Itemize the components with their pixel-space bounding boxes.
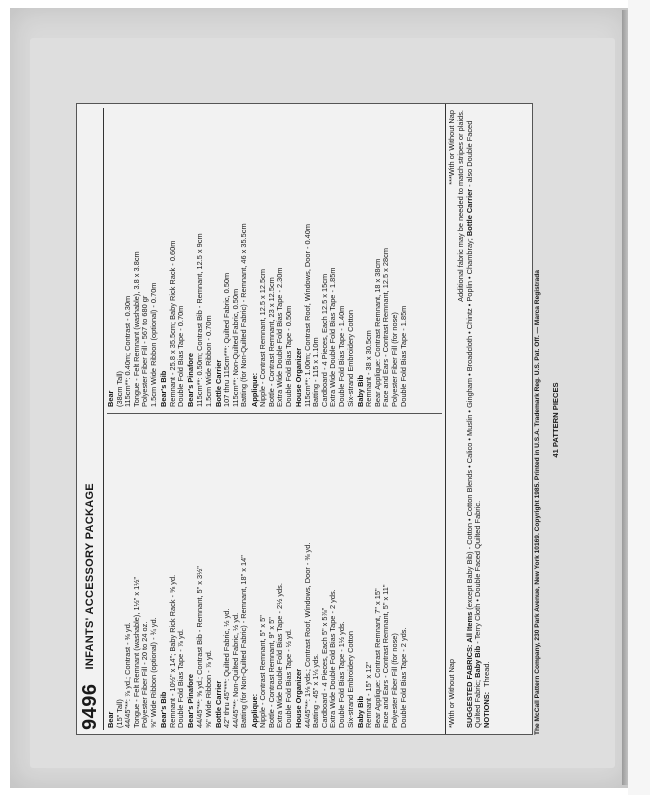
garment-section bbox=[357, 109, 409, 407]
section-heading: House Organizer bbox=[293, 347, 303, 407]
yardage-line: Batting (for Non-Quilted Fabric) - Remnant, 46 x 35.5cm bbox=[239, 223, 249, 407]
yardage-line: Bottle - Contrast Remnant, 9" x 5" bbox=[266, 617, 276, 728]
section-heading: Applique: bbox=[249, 372, 259, 407]
section-heading: Bear bbox=[106, 390, 115, 407]
yardage-line: Double Fold Bias Tape - ½ yd. bbox=[283, 629, 293, 728]
yardage-line: Extra Wide Double Fold Bias Tape - 2.30m bbox=[275, 267, 285, 407]
yardage-line: Cardboard - 4 Pieces, Each 5" x 5⅞" bbox=[319, 607, 329, 728]
copyright-footer: The McCall Pattern Company, 230 Park Avenue, New York 10169. Copyright 1985. Printed in U.S.A. Trademark Reg. U.S. Pat. Off. — Marca Registrada bbox=[534, 270, 541, 735]
yardage-line: ⅝" Wide Ribbon - ⅞ yd. bbox=[203, 650, 213, 728]
yardage-line: Remnant - 10½" x 14"; Baby Rick Rack - ⅝ yd. bbox=[167, 574, 177, 728]
yardage-line: Double Fold Bias Tape - 0.70m bbox=[176, 305, 186, 407]
notions-label: NOTIONS: bbox=[482, 691, 492, 728]
yardage-line: 42" thru 45"***: Quilted Fabric, ½ yd. bbox=[222, 608, 232, 728]
yardage-line: Polyester Fiber Fill (for nose) bbox=[390, 633, 399, 728]
pattern-pieces-count: 41 PATTERN PIECES bbox=[551, 382, 560, 458]
section-heading: Bear bbox=[106, 711, 115, 728]
nap-note-right: ***With or Without Nap bbox=[447, 110, 456, 185]
garment-section bbox=[160, 109, 186, 407]
yardage-line: 115cm**: 0.40m; Contrast - 0.30m bbox=[123, 295, 133, 407]
yardage-line: Tongue - Felt Remnant (washable), 1½" x 1½" bbox=[131, 576, 141, 728]
yardage-line: Polyester Fiber Fill - 20 to 24 oz. bbox=[140, 621, 150, 728]
yardage-line: 1.5cm Wide Ribbon - 0.70m bbox=[203, 315, 213, 407]
yardage-line: 115cm**: 1.00m; Contrast Roof, Windows, Door - 0.40m bbox=[302, 223, 312, 407]
yardage-line: Extra Wide Double Fold Bias Tape - 2 yds. bbox=[328, 589, 338, 728]
yardage-line: Face and Ears - Contrast Remnant, 5" x 11" bbox=[381, 584, 391, 728]
section-heading: Bear's Bib bbox=[159, 370, 169, 407]
yardage-line: Nipple - Contrast Remnant, 12.5 x 12.5cm bbox=[258, 268, 268, 407]
garment-section bbox=[295, 428, 355, 728]
suggested-label: SUGGESTED FABRICS: bbox=[464, 644, 474, 728]
yardage-line: Polyester Fiber Fill (for nose) bbox=[390, 312, 399, 407]
yardage-line: Double Fold Bias Tape - 2 yds. bbox=[398, 627, 408, 728]
pattern-back-sheet bbox=[70, 95, 565, 745]
pattern-number: 9496 bbox=[78, 683, 101, 730]
yardage-line: Double Fold Bias Tape - 1.40m bbox=[336, 305, 346, 407]
yardage-line: 44/45"**: 1⅛ yds.; Contrast Roof, Windows, Door - ⅜ yd. bbox=[302, 542, 312, 728]
garment-section bbox=[107, 428, 159, 728]
bottle-carrier-label: Bottle Carrier bbox=[464, 188, 474, 237]
garment-section bbox=[160, 428, 186, 728]
yardage-line: Batting - 45" x 1¼ yds. bbox=[311, 653, 321, 728]
section-heading: Bear's Bib bbox=[159, 691, 169, 728]
baby-bib-label: Baby Bib bbox=[473, 645, 483, 678]
suggested-fabrics-block bbox=[445, 104, 515, 734]
yardage-line: Remnant - 15" x 12" bbox=[364, 661, 374, 728]
yardage-line: Batting - 115 x 1.10m bbox=[311, 337, 321, 407]
notions-text: Thread. bbox=[482, 661, 492, 687]
yardage-line: Face and Ears - Contrast Remnant, 12.5 x 28cm bbox=[381, 248, 391, 407]
title-row bbox=[77, 108, 104, 730]
section-heading: Baby Bib bbox=[355, 695, 365, 728]
yardage-line: Double Fold Bias Tape - 0.50m bbox=[283, 305, 293, 407]
yardage-line: Batting (for Non-Quilted Fabric) - Remnant, 18" x 14" bbox=[239, 555, 249, 728]
bottle-carrier-text: - also Double Faced Quilted Fabric; bbox=[464, 120, 483, 728]
yardage-line: 44/45"**: ⅝ yd.; Contrast Bib - Remnant, 5" x 3½" bbox=[194, 566, 204, 728]
yardage-line: Six-strand Embroidery Cotton bbox=[345, 631, 355, 728]
yardage-line: Remnant - 38 x 30.5cm bbox=[364, 330, 374, 407]
yardage-line: Extra Wide Double Fold Bias Tape - 2½ yds. bbox=[275, 583, 285, 728]
yardage-line: 115cm**: Non-Quilted Fabric, 0.50m bbox=[230, 288, 240, 407]
yardage-line: 107 thru 115cm***: Quilted Fabric, 0.50m bbox=[222, 272, 232, 407]
yardage-line: Polyester Fiber Fill - 567 to 680 gr bbox=[140, 295, 150, 407]
scan-margin bbox=[628, 0, 650, 795]
yardage-line: Nipple - Contrast Remnant, 5" x 5" bbox=[258, 615, 268, 728]
yardage-line: Bottle - Contrast Remnant, 23 x 12.5cm bbox=[266, 277, 276, 407]
yardage-line: 1.5cm Wide Ribbon (optional) - 0.70m bbox=[148, 282, 158, 407]
yardage-line: ⅝" Wide Ribbon (optional) - ¾ yd. bbox=[148, 617, 158, 728]
section-heading: Applique: bbox=[249, 693, 259, 728]
yardage-line: Double Fold Bias Tape - 1.85m bbox=[398, 305, 408, 407]
garment-section bbox=[295, 109, 355, 407]
baby-bib-text: - Terry Cloth • Double Faced Quilted Fabric. bbox=[473, 500, 483, 644]
section-heading: Bear's Pinafore bbox=[186, 674, 196, 728]
yardage-chart bbox=[76, 103, 533, 735]
notions bbox=[483, 110, 492, 728]
yardage-line: Double Fold Bias Tape - 1½ yds. bbox=[336, 621, 346, 728]
all-items-label: All Items bbox=[464, 611, 474, 643]
yardage-line: Extra Wide Double Fold Bias Tape - 1.85m bbox=[328, 267, 338, 407]
yardage-line: Double Fold Bias Tape - ⅞ yd. bbox=[176, 629, 186, 728]
section-heading: Bear's Pinafore bbox=[186, 353, 196, 407]
yardage-line: 44/45"**: ⅞ yd.; Contrast - ⅜ yd. bbox=[123, 622, 133, 728]
nap-note-left: *With or Without Nap bbox=[447, 658, 456, 728]
yardage-line: (38cm Tall) bbox=[114, 370, 124, 407]
section-heading: House Organizer bbox=[293, 668, 303, 728]
garment-section bbox=[357, 428, 409, 728]
garment-section bbox=[251, 109, 294, 407]
metric-column bbox=[107, 109, 442, 414]
yardage-line: 44/45"**: Non-Quilted Fabric, ½ yd. bbox=[230, 612, 240, 728]
yardage-line: (15" Tall) bbox=[114, 699, 124, 728]
section-heading: Baby Bib bbox=[355, 374, 365, 407]
rotated-back-panel bbox=[70, 95, 565, 745]
garment-section bbox=[215, 428, 249, 728]
yardage-line: Six-strand Embroidery Cotton bbox=[345, 310, 355, 407]
garment-section bbox=[187, 428, 213, 728]
yardage-line: 115cm**: 0.50m; Contrast Bib - Remnant, 12.5 x 9cm bbox=[194, 233, 204, 407]
garment-section bbox=[107, 109, 159, 407]
section-heading: Bottle Carrier bbox=[213, 359, 223, 407]
imperial-column bbox=[107, 428, 442, 728]
yardage-line: Bear Applique: Contrast Remnant, 7" x 15" bbox=[372, 588, 382, 728]
yardage-line: Cardboard - 4 Pieces, Each 12.5 x 15cm bbox=[319, 273, 329, 407]
yardage-line: Bear Applique: Contrast Remnant, 18 x 38cm bbox=[372, 258, 382, 407]
section-heading: Bottle Carrier bbox=[213, 680, 223, 728]
yardage-line: Tongue - Felt Remnant (washable), 3.8 x 3.8cm bbox=[131, 251, 141, 407]
garment-section bbox=[251, 428, 294, 728]
suggested-text: (except Baby Bib) - Cotton • Cotton Blends • Calico • Muslin • Gingham • Broadcloth • Chintz • Poplin • Chambray; bbox=[464, 238, 474, 610]
garment-section bbox=[215, 109, 249, 407]
additional-fabric-note: Additional fabric may be needed to match stripes or plaids. bbox=[455, 110, 465, 302]
suggested-fabrics bbox=[466, 110, 484, 728]
garment-section bbox=[187, 109, 213, 407]
yardage-line: Remnant - 25.8 x 35.5cm; Baby Rick Rack - 0.60m bbox=[167, 240, 177, 407]
package-title: INFANTS' ACCESSORY PACKAGE bbox=[84, 483, 96, 670]
